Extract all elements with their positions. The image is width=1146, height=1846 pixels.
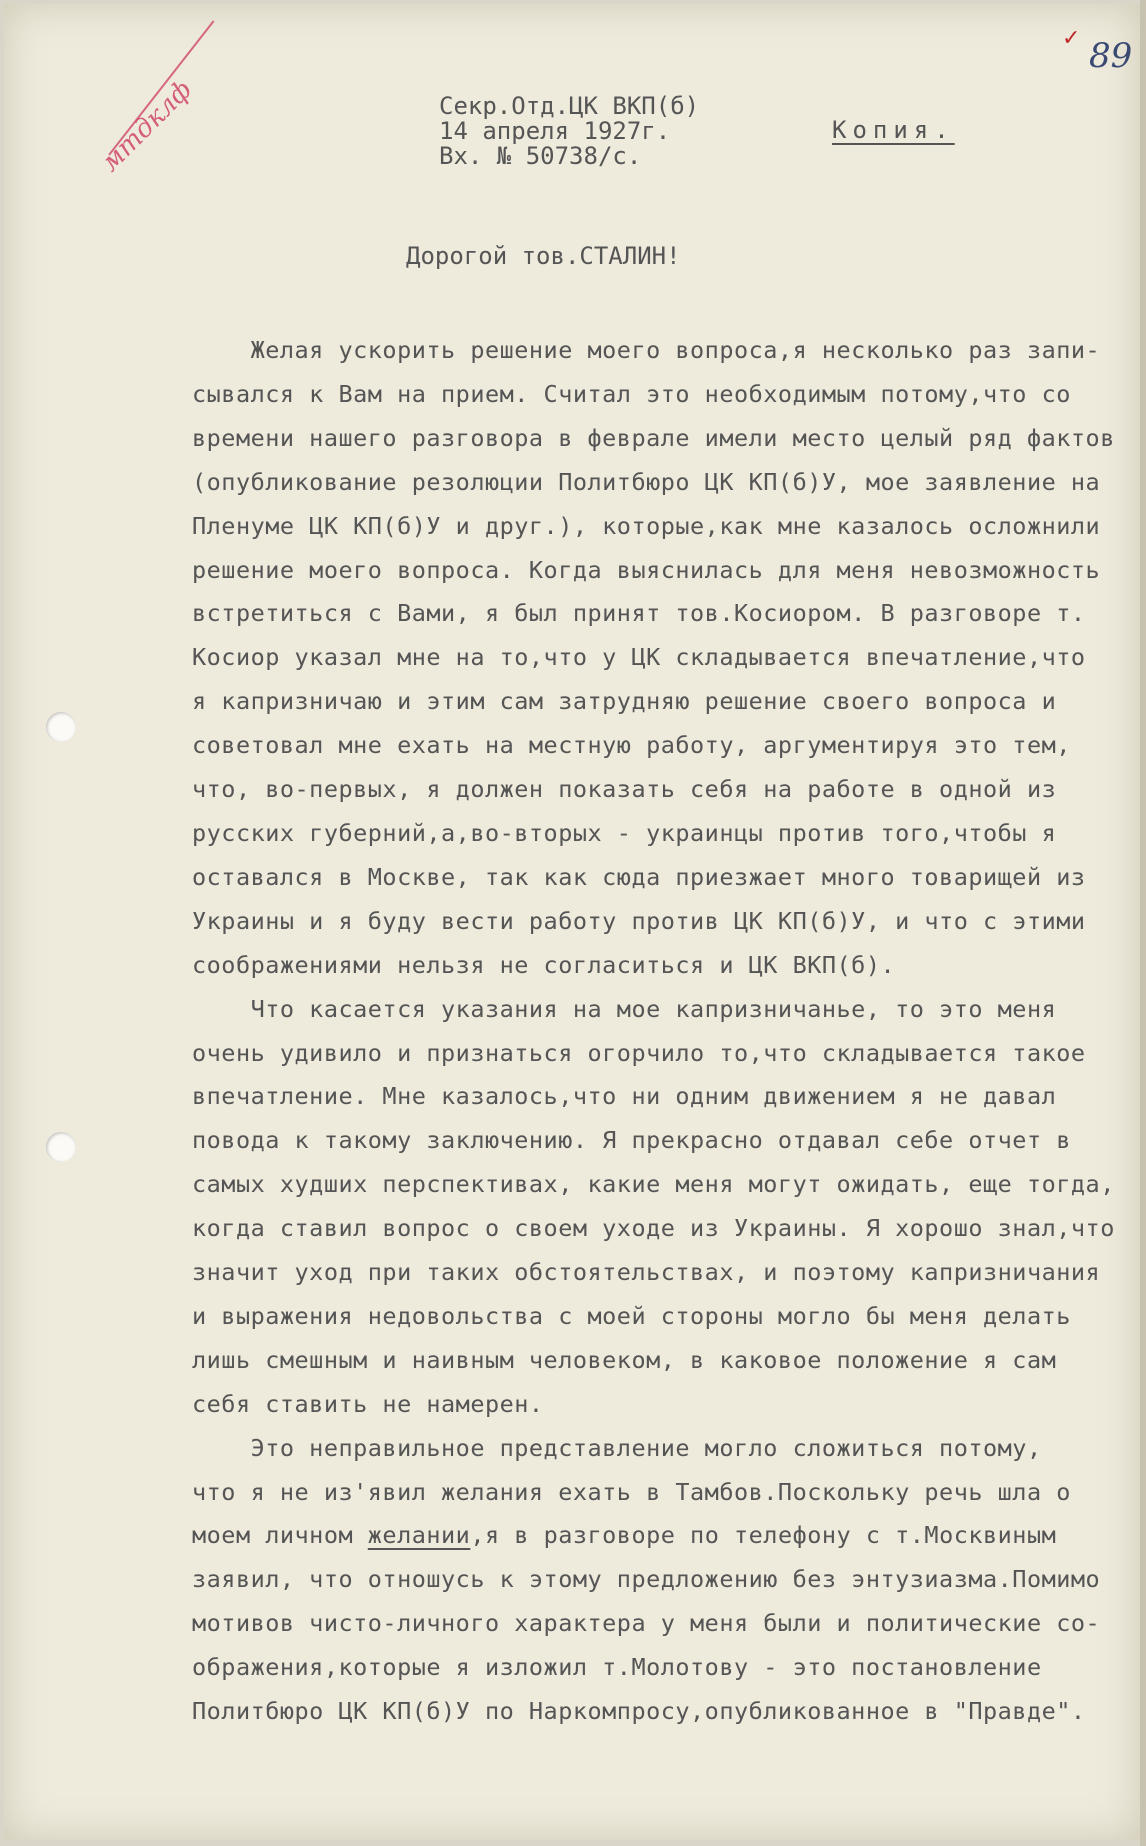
body-line: Пленуме ЦК КП(б)У и друг.), которые,как мне казалось осложнили <box>192 511 1101 540</box>
body-line: самых худших перспективах, какие меня могут ожидать, еще тогда, <box>192 1170 1115 1199</box>
salutation: Дорогой тов.СТАЛИН! <box>406 242 681 270</box>
header-line-2: 14 апреля 1927г. <box>439 117 671 145</box>
body-line: Желая ускорить решение моего вопроса,я несколько раз запи- <box>192 336 1101 364</box>
body-line: советовал мне ехать на местную работу, аргументируя это тем, <box>192 731 1071 760</box>
registration-stamp <box>439 94 699 169</box>
body-line: мотивов чисто-личного характера у меня были и политические со- <box>192 1609 1101 1638</box>
body-line: когда ставил вопрос о своем уходе из Украины. Я хорошо знал,что <box>192 1214 1115 1243</box>
body-line: соображениями нельзя не согласиться и ЦК ВКП(б). <box>192 950 896 979</box>
page-number: 89 <box>1089 36 1133 76</box>
body-line: лишь смешным и наивным человеком, в каковое положение я сам <box>192 1345 1057 1374</box>
body-line: Украины и я буду вести работу против ЦК КП(б)У, и что с этими <box>192 906 1086 935</box>
document-page <box>4 4 1140 1840</box>
body-line: что я не из'явил желания ехать в Тамбов.Поскольку речь шла о <box>192 1477 1071 1506</box>
body-line: ображения,которые я изложил т.Молотову - это постановление <box>192 1653 1042 1682</box>
handwritten-margin-note: мтдклф <box>95 75 198 178</box>
body-line: встретиться с Вами, я был принят тов.Косиором. В разговоре т. <box>192 599 1086 628</box>
punch-hole-top <box>46 712 76 742</box>
body-line: Это неправильное представление могло сложиться потому, <box>192 1433 1042 1462</box>
body-line: значит уход при таких обстоятельствах, и поэтому капризничания <box>192 1258 1101 1287</box>
page-edge <box>1140 0 1146 1846</box>
punch-hole-bottom <box>46 1132 76 1162</box>
body-line: и выражения недовольства с моей стороны могло бы меня делать <box>192 1301 1071 1330</box>
check-mark-icon: ✓ <box>1062 26 1081 51</box>
copy-label: Копия. <box>832 116 955 144</box>
body-text: моем личном <box>192 1521 368 1550</box>
body-line: Косиор указал мне на то,что у ЦК складывается впечатление,что <box>192 643 1086 672</box>
body-line: времени нашего разговора в феврале имели место целый ряд фактов <box>192 423 1115 452</box>
body-line: себя ставить не намерен. <box>192 1389 544 1418</box>
underlined-word: желании <box>367 1521 471 1550</box>
body-line: впечатление. Мне казалось,что ни одним движением я не давал <box>192 1082 1057 1111</box>
body-line: заявил, что отношусь к этому предложению без энтузиазма.Помимо <box>192 1565 1101 1594</box>
body-line: что, во-первых, я должен показать себя на работе в одной из <box>192 775 1057 804</box>
body-line: очень удивило и признаться огорчило то,что складывается такое <box>192 1038 1086 1067</box>
body-line: оставался в Москве, так как сюда приезжает много товарищей из <box>192 862 1086 891</box>
body-line: сывался к Вам на прием. Считал это необходимым потому,что со <box>192 379 1071 408</box>
body-line: Политбюро ЦК КП(б)У по Наркомпросу,опубликованное в "Правде". <box>192 1697 1086 1726</box>
body-line: решение моего вопроса. Когда выяснилась для меня невозможность <box>192 555 1101 584</box>
body-line: я капризничаю и этим сам затрудняю решение своего вопроса и <box>192 687 1057 716</box>
header-line-3: Вх. № 50738/с. <box>439 142 642 170</box>
header-line-1: Секр.Отд.ЦК ВКП(б) <box>439 92 700 120</box>
body-line: повода к такому заключению. Я прекрасно отдавал себе отчет в <box>192 1126 1071 1155</box>
body-line: Что касается указания на мое капризничанье, то это меня <box>192 994 1057 1023</box>
body-line: (опубликование резолюции Политбюро ЦК КП(б)У, мое заявление на <box>192 467 1101 496</box>
body-line: русских губерний,а,во-вторых - украинцы против того,чтобы я <box>192 818 1057 847</box>
letter-body <box>192 329 1132 1734</box>
body-text: ,я в разговоре по телефону с т.Москвиным <box>470 1521 1057 1550</box>
body-line-with-underline <box>192 1514 1132 1558</box>
